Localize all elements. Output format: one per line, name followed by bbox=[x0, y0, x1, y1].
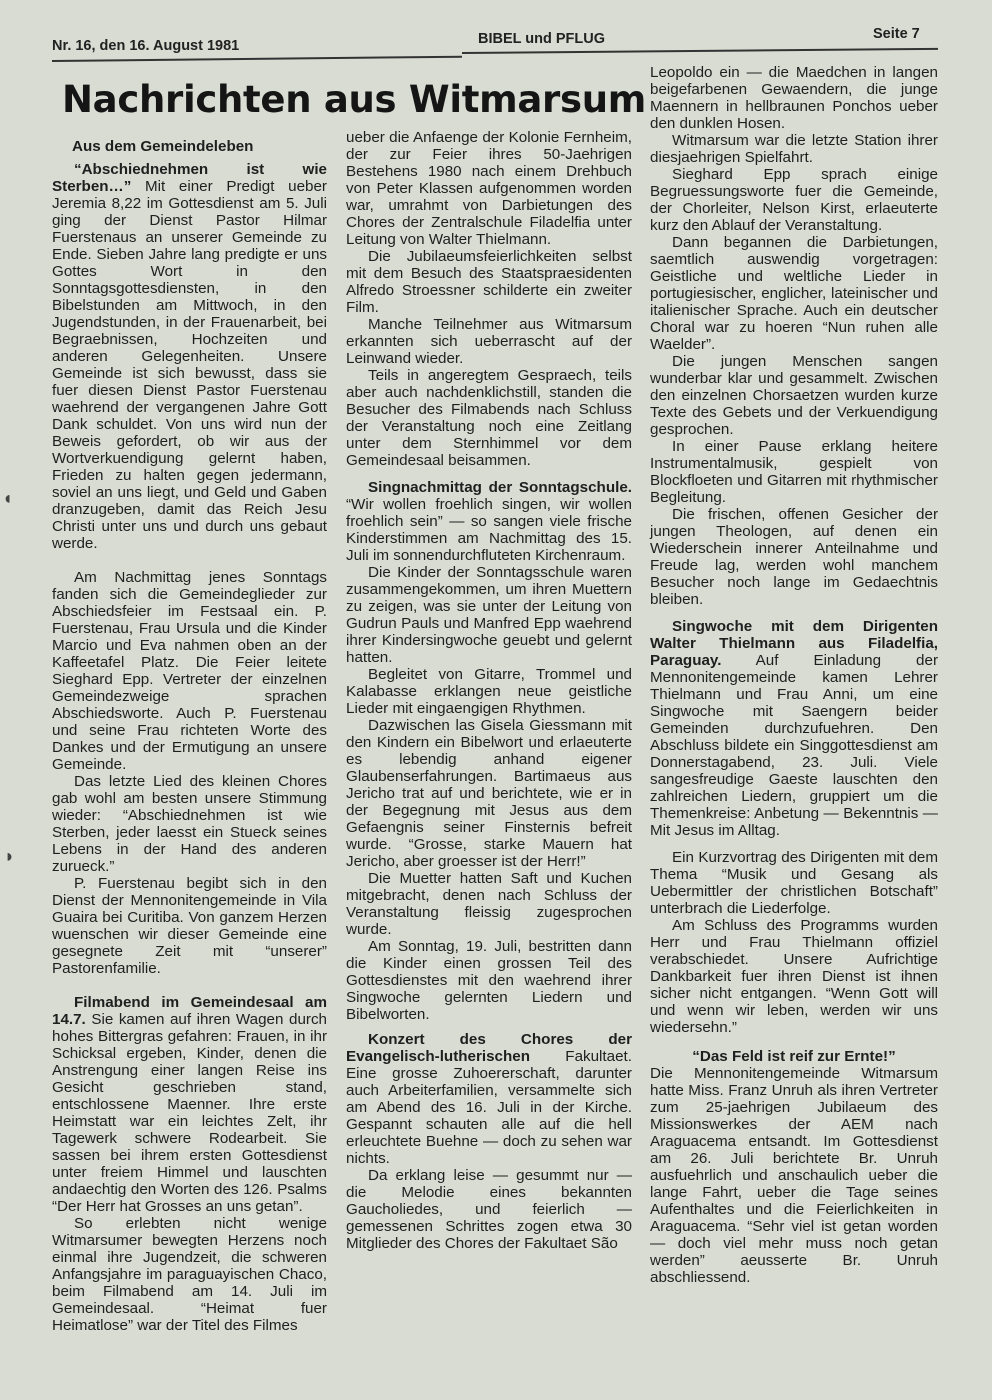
punch-mark: ◖ bbox=[2, 488, 13, 508]
subheading-ernte: “Das Feld ist reif zur Ernte!” bbox=[692, 1048, 896, 1065]
paragraph: Singwoche mit dem Dirigenten Walter Thielmann aus Filadelfia, Paraguay. Auf Einladung der Mennonitengemeinde kamen Lehrer Thielmann und Frau Anni, um eine Singwoche mit Saengern beider Gemeinden durchzufuehren. Den Abschluss bildete ein Singgottesdienst am Donnerstagabend, 23. Juli. Viele sangesfreudige Gaeste lauschten den zahlreichen Liedern, gruppiert um die Themenkreise: Anbetung — Bekenntnis — Mit Jesus im Alltag. bbox=[650, 618, 938, 839]
paragraph: P. Fuerstenau begibt sich in den Dienst der Mennonitengemeinde in Vila Guaira bei Curitiba. Von ganzem Herzen wuenschen wir dieser Gemeinde eine gesegnete Zeit mit “unserer” Pastorenfamilie. bbox=[52, 875, 327, 977]
paragraph: So erlebten nicht wenige Witmarsumer bewegten Herzens noch einmal ihre Jugendzeit, die schweren Anfangsjahre im paraguayischen Chaco, beim Filmabend am 14. Juli im Gemeindesaal. “Heimat fuer Heimatlose” war der Titel des Filmes bbox=[52, 1215, 327, 1334]
paragraph: Die Kinder der Sonntagsschule waren zusammengekommen, um ihren Muettern zu zeigen, was sie unter der Leitung von Gudrun Pauls und Manfred Epp waehrend ihrer Kindersingwoche geuebt und gelernt hatten. bbox=[346, 564, 632, 666]
paragraph: ueber die Anfaenge der Kolonie Fernheim, der zur Feier ihres 50-Jaehrigen Bestehens 1980 nach einem Drehbuch von Peter Klassen aufgenommen worden war, umrahmt von Darbietungen des Chores der Zentralschule Filadelfia unter Leitung von Walter Thielmann. bbox=[346, 129, 632, 248]
paragraph: Sieghard Epp sprach einige Begruessungsworte fuer die Gemeinde, der Chorleiter, Nelson Kirst, erlaeuterte kurz den Ablauf der Veranstaltung. bbox=[650, 166, 938, 234]
paragraph: Die Jubilaeumsfeierlichkeiten selbst mit dem Besuch des Staatspraesidenten Alfredo Stroessner schilderte ein zweiter Film. bbox=[346, 248, 632, 316]
paragraph: Die frischen, offenen Gesicher der jungen Theologen, auf denen ein Wiederschein innerer Anteilnahme und Freude lag, werden wohl manchem Besucher noch lange im Gedaechtnis bleiben. bbox=[650, 506, 938, 608]
paragraph: Dann begannen die Darbietungen, saemtlich auswendig vorgetragen: Geistliche und weltliche Lieder in portugiesischer, englicher, lateinischer und italienischer Sprache. Auch ein deutscher Choral war zu hoeren “Nun ruhen alle Waelder”. bbox=[650, 234, 938, 353]
paragraph: Ein Kurzvortrag des Dirigenten mit dem Thema “Musik und Gesang als Uebermittler der christlichen Botschaft” unterbrach die Liederfolge. bbox=[650, 849, 938, 917]
paragraph: In einer Pause erklang heitere Instrumentalmusik, gespielt von Blockfloeten und Gitarren mit rhythmischer Begleitung. bbox=[650, 438, 938, 506]
paragraph: Am Schluss des Programms wurden Herr und Frau Thielmann offiziel verabschiedet. Unsere Aufrichtige Dankbarkeit fuer ihren Dienst ist ihnen sicher nicht entgangen. “Wenn Gott will und wenn wir leben, werden wir uns wiedersehn.” bbox=[650, 917, 938, 1036]
paragraph: Manche Teilnehmer aus Witmarsum erkannten sich ueberrascht auf der Leinwand wieder. bbox=[346, 316, 632, 367]
paragraph: Konzert des Chores der Evangelisch-lutherischen Fakultaet. Eine grosse Zuhoererschaft, darunter auch Arbeiterfamilien, versammelte sich am Abend des 16. Juli in der Kirche. Gespannt schauten alle auf die hell erleuchtete Buehne — doch zu sehen war nichts. bbox=[346, 1031, 632, 1167]
paragraph: “Abschiednehmen ist wie Sterben…” Mit einer Predigt ueber Jeremia 8,22 im Gottesdienst am 5. Juli ging der Dienst Pastor Hilmar Fuerstenaus an unserer Gemeinde zu Ende. Sieben Jahre lang predigte er uns Gottes Wort in den Sonntagsgottesdiensten, in den Bibelstunden am Mittwoch, in den Jugendstunden, in der Frauenarbeit, bei Begraebnissen, Hochzeiten und anderen Gelegenheiten. Unsere Gemeinde ist sich bewusst, dass sie fuer diesen Dienst Pastor Fuerstenau waehrend der vergangenen Jahre Gott Dank schuldet. Von uns wird nun der Beweis gefordert, ob wir aus der Wortverkuendigung gelernt haben, Frieden zu halten gegen jedermann, soviel an uns liegt, und Geld und Gaben dranzugeben, damit das Reich Jesu Christi unter uns und durch uns gebaut werde. bbox=[52, 161, 327, 552]
paragraph: Da erklang leise — gesummt nur — die Melodie eines bekannten Gaucholiedes, und feierlich — gemessenen Schrittes zogen etwa 30 Mitglieder des Chores der Fakultaet São bbox=[346, 1167, 632, 1252]
page-number: Seite 7 bbox=[873, 26, 920, 42]
paragraph: Die jungen Menschen sangen wunderbar klar und gesammelt. Zwischen den einzelnen Chorsaetzen wurden kurze Texte des Gebets und der Verkuendigung gesprochen. bbox=[650, 353, 938, 438]
issue-date: Nr. 16, den 16. August 1981 bbox=[52, 38, 240, 54]
paragraph: Singnachmittag der Sonntagschule. “Wir wollen froehlich singen, wir wollen froehlich sein” — so sangen viele frische Kinderstimmen am Nachmittag des 15. Juli im sonnendurchfluteten Kirchenraum. bbox=[346, 479, 632, 564]
subheading-singnachmittag: Singnachmittag der Sonntagschule. bbox=[368, 479, 632, 496]
paragraph: Die Mennonitengemeinde Witmarsum hatte Miss. Franz Unruh als ihren Vertreter zum 25-jaehrigen Jubilaeum des Missionswerkes der AEM nach Araguacema entsandt. Im Gottesdienst am 26. Juli berichtete Br. Unruh ausfuehrlich und anschaulich ueber die lange Fahrt, ueber die Tage seines Aufenthaltes und die Feierlichkeiten in Araguacema. “Sehr viel ist getan worden — doch viel mehr muss noch getan werden” aeusserte Br. Unruh abschliessend. bbox=[650, 1065, 938, 1286]
paragraph: Das letzte Lied des kleinen Chores gab wohl am besten unsere Stimmung wieder: “Abschiednehmen ist wie Sterben, jeder laesst ein Stueck seines Lebens in der Hand des anderen zurueck.” bbox=[52, 773, 327, 875]
header-rule-right bbox=[462, 48, 938, 54]
column-3 bbox=[650, 64, 938, 1286]
subheading-gemeindeleben: Aus dem Gemeindeleben bbox=[72, 138, 254, 155]
subheading-filmabend: Filmabend im Gemeindesaal am 14.7. bbox=[52, 994, 327, 1028]
column-2 bbox=[346, 129, 632, 1252]
lead-quote: “Abschiednehmen ist wie Sterben…” bbox=[52, 161, 327, 195]
paragraph: Am Nachmittag jenes Sonntags fanden sich die Gemeindeglieder zur Abschiedsfeier im Festsaal ein. P. Fuerstenau, Frau Ursula und die Kinder Marcio und Eva nahmen oben an der Kaffeetafel Platz. Die Feier leitete Sieghard Epp. Vertreter der einzelnen Gemeindezweige sprachen Abschiedsworte. Auch P. Fuerstenau und seine Frau richteten Worte des Dankes und der Ermutigung an unsere Gemeinde. bbox=[52, 569, 327, 773]
subheading-konzert: Konzert des Chores der Evangelisch-lutherischen bbox=[346, 1031, 632, 1065]
paragraph: Dazwischen las Gisela Giessmann mit den Kindern ein Bibelwort und erlaeuterte es lebendig anhand eigener Glaubenserfahrungen. Bartimaeus aus Jericho trat auf und berichtete, wie er in der Begegnung mit Jesus aus dem Gefaengnis seiner Finsternis befreit wurde. “Grosse, starke Mauern hat Jericho, aber groesser ist der Herr!” bbox=[346, 717, 632, 870]
paragraph: Witmarsum war die letzte Station ihrer diesjaehrigen Spielfahrt. bbox=[650, 132, 938, 166]
paragraph: Die Muetter hatten Saft und Kuchen mitgebracht, denen nach Schluss der Veranstaltung fleissig zugesprochen wurde. bbox=[346, 870, 632, 938]
header-rule-left bbox=[52, 56, 462, 62]
paragraph: Begleitet von Gitarre, Trommel und Kalabasse erklangen neue geistliche Lieder mit eingaengigen Rhythmen. bbox=[346, 666, 632, 717]
subheading-singwoche: Singwoche mit dem Dirigenten Walter Thielmann aus Filadelfia, Paraguay. bbox=[650, 618, 938, 669]
paragraph: Filmabend im Gemeindesaal am 14.7. Sie kamen auf ihren Wagen durch hohes Bittergras gefahren: Frauen, in ihr Schicksal ergeben, Kinder, denen die Anstrengung einer langen Reise ins Gesicht geschrieben stand, entschlossene Maenner. Ihre erste Heimstatt war ein leichtes Zelt, ihr Tagewerk schwere Rodearbeit. Sie sassen bei ihrem ersten Gottesdienst unter freiem Himmel und lauschten andaechtig den Worten des 126. Psalms “Der Herr hat Grosses an uns getan”. bbox=[52, 994, 327, 1215]
column-1 bbox=[52, 138, 327, 1334]
paragraph: Teils in angeregtem Gespraech, teils aber auch nachdenklichstill, standen die Besucher des Filmabends nach Schluss der Veranstaltung noch eine Zeitlang unter dem Sternhimmel vor dem Gemeindesaal beisammen. bbox=[346, 367, 632, 469]
punch-mark: ◗ bbox=[4, 846, 15, 866]
publication-name: BIBEL und PFLUG bbox=[478, 31, 606, 47]
paragraph: Leopoldo ein — die Maedchen in langen beigefarbenen Gewaendern, die junge Maennern in hellbraunen Ponchos ueber den dunklen Hosen. bbox=[650, 64, 938, 132]
paragraph: Am Sonntag, 19. Juli, bestritten dann die Kinder einen grossen Teil des Gottesdienstes mit den waehrend ihrer Singwoche gelernten Liedern und Bibelworten. bbox=[346, 938, 632, 1023]
headline: Nachrichten aus Witmarsum bbox=[62, 78, 646, 121]
